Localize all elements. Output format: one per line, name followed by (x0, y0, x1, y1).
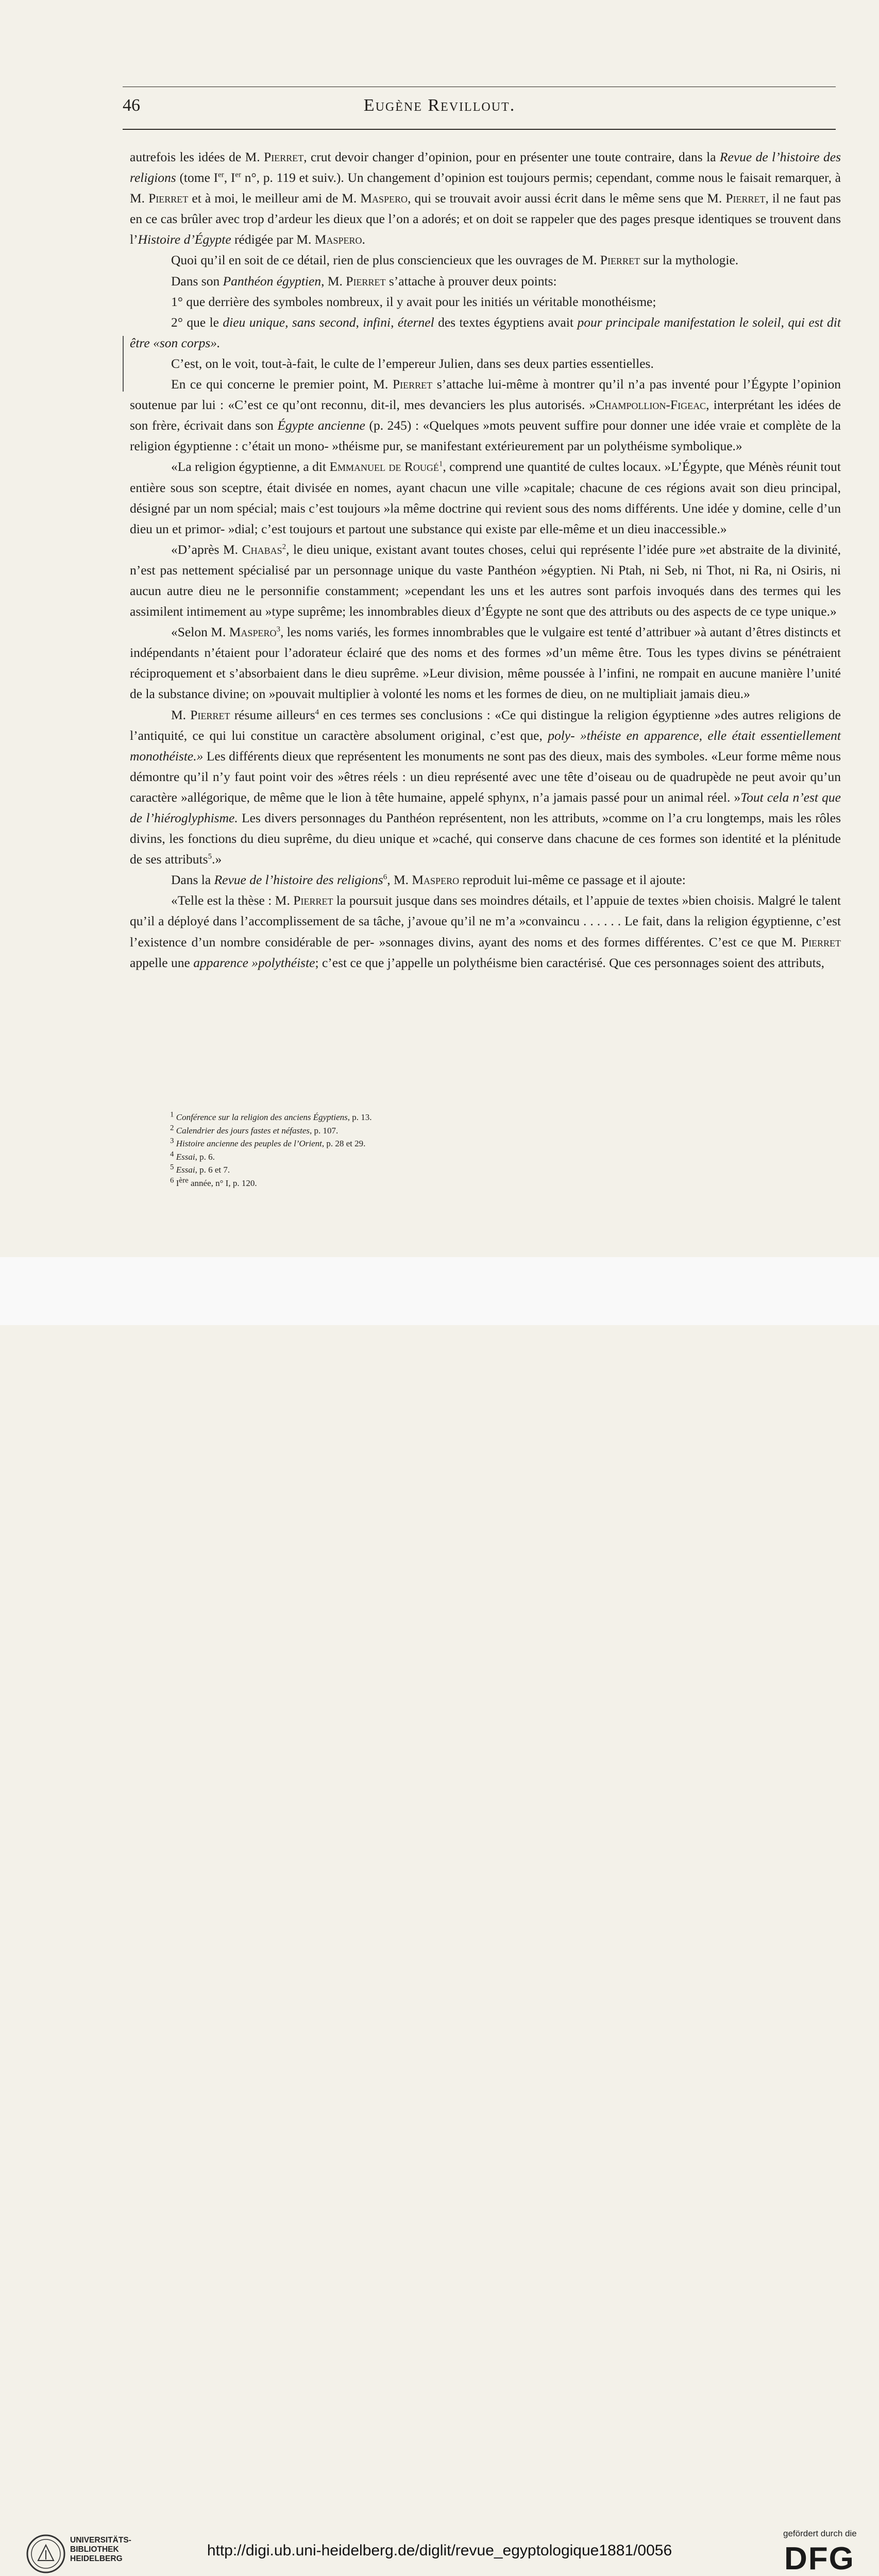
footnote: $^4$ Essai, p. 6. (170, 1149, 215, 1162)
paragraph: autrefois les idées de M. Pierret, crut devoir changer d’opinion, pour en présenter une toute contraire, dans la Revue de l’histoire des religions (tome Ier, Ier n°, p. 119 et suiv.). Un changement d’opinion est toujours permis; cependant, comme nous le faisait remarquer, à M. Pierret et à moi, le meilleur ami de M. Maspero, qui se trouvait avoir aussi écrit dans le même sens que M. Pierret, il ne faut pas en ce cas brûler avec trop d’ardeur les dieux que l’on a adorés; et on doit se rappeler que des pages presque identiques se trouvent dans l’Histoire d’Égypte rédigée par M. Maspero. (130, 149, 841, 247)
paragraph: «La religion égyptienne, a dit Emmanuel de Rougé$^1$, comprend une quantité de cultes locaux. »L’Égypte, que Ménès réunit tout entière sous son sceptre, était divisée en nomes, ayant chacun une ville »capitale; chacune de ces régions avait son dieu principal, désigné par un nom spécial; mais c’est toujours »la même doctrine qui revient sous des noms différents. Une idée y domine, celle d’un dieu un et primor- »dial; c’est toujours et partout une substance qui existe par elle-même et un dieu inaccessible.» (130, 459, 841, 536)
footnote: $^5$ Essai, p. 6 et 7. (170, 1163, 230, 1175)
paragraph: 1° que derrière des symboles nombreux, il y avait pour les initiés un véritable monothéisme; (171, 294, 656, 309)
paragraph: Dans son Panthéon égyptien, M. Pierret s’attache à prouver deux points: (171, 273, 557, 289)
body-text (130, 147, 841, 973)
margin-mark (123, 336, 124, 392)
paragraph: C’est, on le voit, tout-à-fait, le culte de l’empereur Julien, dans ses deux parties essentielles. (171, 355, 654, 371)
viewer-footer (0, 1257, 879, 2576)
paragraph: 2° que le dieu unique, sans second, infini, éternel des textes égyptiens avait pour principale manifestation le soleil, qui est dit être «son corps». (130, 314, 841, 350)
paragraph: «Telle est la thèse : M. Pierret la poursuit jusque dans ses moindres détails, et l’appuie de textes »bien choisis. Malgré le talent qu’il a déployé dans l’accomplissement de sa tâche, j’avoue qu’il ne m’a »convaincu . . . . . . Le fait, dans la religion égyptienne, c’est l’existence d’un nombre considérable de per- »sonnages divins, ayant des noms et des formes différentes. C’est ce que M. Pierret appelle une apparence »polythéiste; c’est ce que j’appelle un polythéisme bien caractérisé. Que ces personnages soient des attributs, (130, 893, 841, 970)
paragraph: «D’après M. Chabas$^2$, le dieu unique, existant avant toutes choses, celui qui représente l’idée pure »et abstraite de la divinité, n’est pas nettement spécialisé par un personnage unique du vaste Panthéon »égyptien. Ni Ptah, ni Seb, ni Thot, ni Ra, ni Osiris, ni aucun autre dieu ne le personnifie constamment; »cependant les uns et les autres sont parfois invoqués dans des termes qui les assimilent intimement au »type suprême; les innombrables dieux d’Égypte ne sont que des attributs ou des aspects de ce type unique.» (130, 541, 841, 619)
footnotes (170, 1111, 634, 1190)
paragraph: Dans la Revue de l’histoire des religions$^6$, M. Maspero reproduit lui-même ce passage et il ajoute: (171, 872, 686, 888)
library-line-1: UNIVERSITÄTS- (70, 2536, 131, 2545)
footnote: $^1$ Conférence sur la religion des anciens Égyptiens, p. 13. (170, 1110, 372, 1122)
library-line-3: HEIDELBERG (70, 2554, 123, 2563)
header-rule-bottom (123, 129, 836, 130)
paragraph: M. Pierret résume ailleurs$^4$ en ces termes ses conclusions : «Ce qui distingue la religion égyptienne »des autres religions de l’antiquité, ce qui lui constitue un caractère absolument original, c’est que, poly- »théiste en apparence, elle était essentiellement monothéiste.» Les différents dieux que représentent les monuments ne sont pas des dieux, mais des symboles. «Leur forme même nous démontre qu’il n’y faut point voir des »êtres réels : un dieu représenté avec une tête d’oiseau ou de quadrupède ne peut avoir qu’un caractère »allégorique, de même que le lion à tête humaine, appelé sphynx, n’a jamais passé pour un animal réel. »Tout cela n’est que de l’hiéroglyphisme. Les divers personnages du Panthéon représentent, non les attributs, »comme on l’a cru longtemps, mais les rôles divins, les fonctions du dieu suprême, du dieu unique et »caché, qui conserve dans chacune de ces formes son identité et la plénitude de ses attributs$^5$.» (130, 707, 841, 867)
dfg-logo: DFG (784, 2541, 855, 2576)
paragraph: En ce qui concerne le premier point, M. Pierret s’attache lui-même à montrer qu’il n’a pas inventé pour l’Égypte l’opinion soutenue par lui : «C’est ce qu’ont reconnu, dit-il, mes devanciers les plus autorisés. »Champollion-Figeac, interprétant les idées de son frère, écrivait dans son Égypte ancienne (p. 245) : «Quelques »mots peuvent suffire pour donner une idée vraie et complète de la religion égyptienne : c’était un mono- »théisme pur, se manifestant extérieurement par un polythéisme symbolique.» (130, 377, 841, 454)
paragraph: «Selon M. Maspero$^3$, les noms variés, les formes innombrables que le vulgaire est tenté d’attribuer »à autant d’êtres distincts et indépendants n’étaient pour l’adorateur éclairé que des noms et des formes »d’un même être. Tous les types divins se pénétraient réciproquement et s’absorbaient dans le dieu suprême. »Leur division, même poussée à l’infini, ne rompait en aucune manière l’unité de la substance divine; on »pouvait multiplier à volonté les noms et les formes de dieu, on ne multipliait jamais dieu.» (130, 624, 841, 702)
funder-label: gefördert durch die (783, 2529, 857, 2538)
page-number: 46 (123, 96, 140, 115)
footnote: $^3$ Histoire ancienne des peuples de l’Orient, p. 28 et 29. (170, 1137, 366, 1148)
footnote: $^2$ Calendrier des jours fastes et néfastes, p. 107. (170, 1123, 339, 1136)
running-title: Eugène Revillout. (363, 96, 516, 115)
permalink-url[interactable]: http://digi.ub.uni-heidelberg.de/diglit/revue_egyptologique1881/0056 (207, 2542, 672, 2559)
library-line-2: BIBLIOTHEK (70, 2545, 119, 2554)
footnote: $^6$ Ière année, n° I, p. 120. (170, 1176, 257, 1188)
paragraph: Quoi qu’il en soit de ce détail, rien de plus consciencieux que les ouvrages de M. Pierret sur la mythologie. (171, 252, 739, 268)
